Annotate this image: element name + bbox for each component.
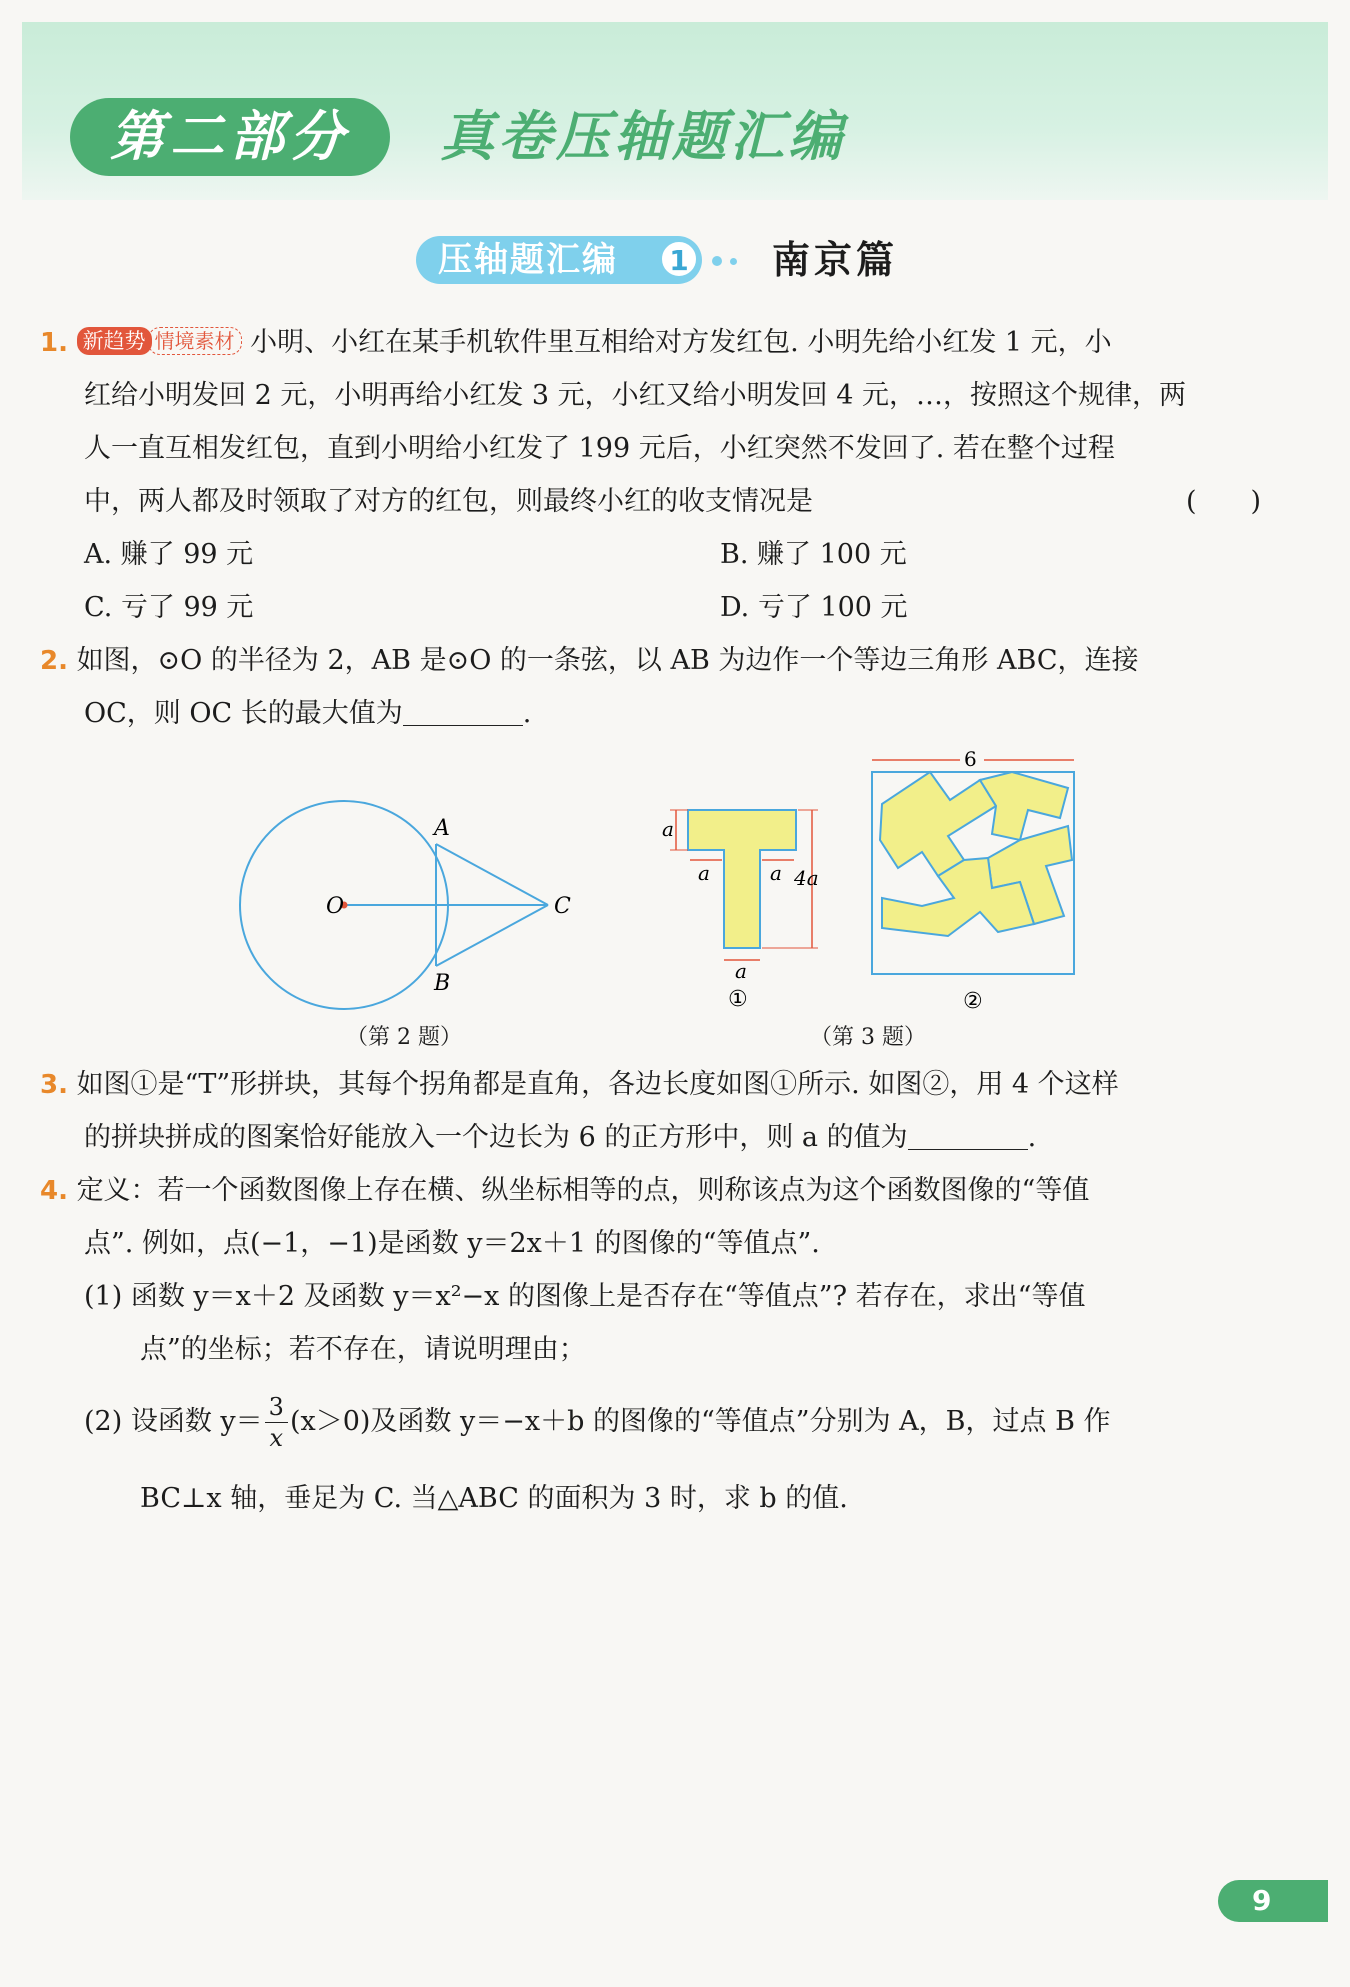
question-4-part-1-line-2: 点”的坐标；若不存在，请说明理由； (140, 1334, 586, 1365)
question-3-line-1 (40, 1058, 1119, 1112)
section-title: 南京篇 (772, 237, 899, 282)
square-tiling-figure (868, 748, 1088, 1020)
question-text: 的拼块拼成的图案恰好能放入一个边长为 6 的正方形中，则 a 的值为 (84, 1122, 908, 1153)
fraction (265, 1392, 288, 1453)
label-a-top: a (662, 817, 674, 841)
label-6: 6 (964, 748, 977, 771)
figure-2-caption: （第 2 题） (346, 1025, 462, 1050)
label-o: O (326, 894, 345, 919)
question-text: (2) 设函数 y＝ (84, 1406, 263, 1437)
part-label: 第二部分 (70, 98, 390, 176)
label-4a: 4a (794, 866, 819, 890)
label-c: C (554, 894, 571, 919)
label-b: B (434, 971, 451, 996)
option-d: D. 亏了 100 元 (720, 592, 908, 623)
question-4-line-2: 点”. 例如，点(−1，−1)是函数 y＝2x＋1 的图像的“等值点”. (84, 1228, 820, 1259)
question-number: 1. (40, 328, 68, 358)
question-1-line-1 (40, 316, 1112, 370)
section-label: 压轴题汇编 (416, 236, 702, 284)
trend-badge: 新趋势 (77, 327, 152, 355)
label-a-left-arm: a (698, 861, 710, 885)
figure-3-caption: （第 3 题） (810, 1025, 926, 1050)
option-b: B. 赚了 100 元 (720, 539, 907, 570)
t-pieces-group (880, 772, 1072, 936)
page-number: 9 (1218, 1880, 1328, 1922)
segment-ac (436, 844, 548, 905)
question-4-part-2-line-2: BC⊥x 轴，垂足为 C. 当△ABC 的面积为 3 时，求 b 的值. (140, 1483, 848, 1514)
context-badge: 情境素材 (148, 327, 242, 355)
period: . (1027, 1122, 1037, 1153)
label-a-bottom: a (735, 959, 747, 983)
period: . (522, 698, 532, 729)
label-fig-2: ② (963, 989, 983, 1014)
question-1-line-2: 红给小明发回 2 元，小明再给小红发 3 元，小红又给小明发回 4 元，…，按照这个规律，两 (84, 380, 1187, 411)
answer-blank[interactable] (908, 1121, 1028, 1150)
answer-paren: ( ) (1186, 486, 1262, 517)
question-4-line-1 (40, 1164, 1089, 1218)
option-c: C. 亏了 99 元 (84, 592, 254, 623)
segment-bc (436, 905, 548, 966)
decor-dot (712, 256, 722, 266)
fraction-denominator: x (269, 1424, 284, 1452)
label-a-right-arm: a (770, 861, 782, 885)
question-4-part-1-line-1: (1) 函数 y＝x＋2 及函数 y＝x²−x 的图像上是否存在“等值点”? 若存在，求出“等值 (84, 1281, 1086, 1312)
section-number: 1 (660, 240, 698, 278)
question-number: 4. (40, 1176, 68, 1206)
label-fig-1: ① (728, 987, 748, 1012)
fraction-numerator: 3 (265, 1392, 288, 1423)
decor-dot (730, 258, 737, 265)
question-text: 如图①是“T”形拼块，其每个拐角都是直角，各边长度如图①所示. 如图②，用 4 个这样 (76, 1069, 1119, 1100)
label-a: A (434, 816, 450, 841)
question-number: 2. (40, 646, 68, 676)
question-2-line-1 (40, 634, 1139, 688)
question-3-line-2 (84, 1111, 1036, 1164)
question-text: 如图，⊙O 的半径为 2，AB 是⊙O 的一条弦，以 AB 为边作一个等边三角形 ABC，连接 (76, 645, 1139, 676)
question-number: 3. (40, 1070, 68, 1100)
option-a: A. 赚了 99 元 (84, 539, 254, 570)
part-title: 真卷压轴题汇编 (440, 105, 846, 168)
question-text: 小明、小红在某手机软件里互相给对方发红包. 小明先给小红发 1 元，小 (250, 327, 1112, 358)
circle-figure (230, 780, 590, 1040)
question-text: 定义：若一个函数图像上存在横、纵坐标相等的点，则称该点为这个函数图像的“等值 (76, 1175, 1090, 1206)
question-1-line-4: 中，两人都及时领取了对方的红包，则最终小红的收支情况是 (84, 486, 813, 517)
question-2-line-2 (84, 687, 531, 740)
question-text: (x＞0)及函数 y＝−x＋b 的图像的“等值点”分别为 A，B，过点 B 作 (289, 1406, 1111, 1437)
question-4-part-2-line-1 (84, 1392, 1111, 1453)
question-1-line-3: 人一直互相发红包，直到小明给小红发了 199 元后，小红突然不发回了. 若在整个过程 (84, 433, 1115, 464)
t-piece-figure (656, 780, 836, 1020)
question-text: OC，则 OC 长的最大值为 (84, 698, 403, 729)
answer-blank[interactable] (403, 697, 523, 726)
